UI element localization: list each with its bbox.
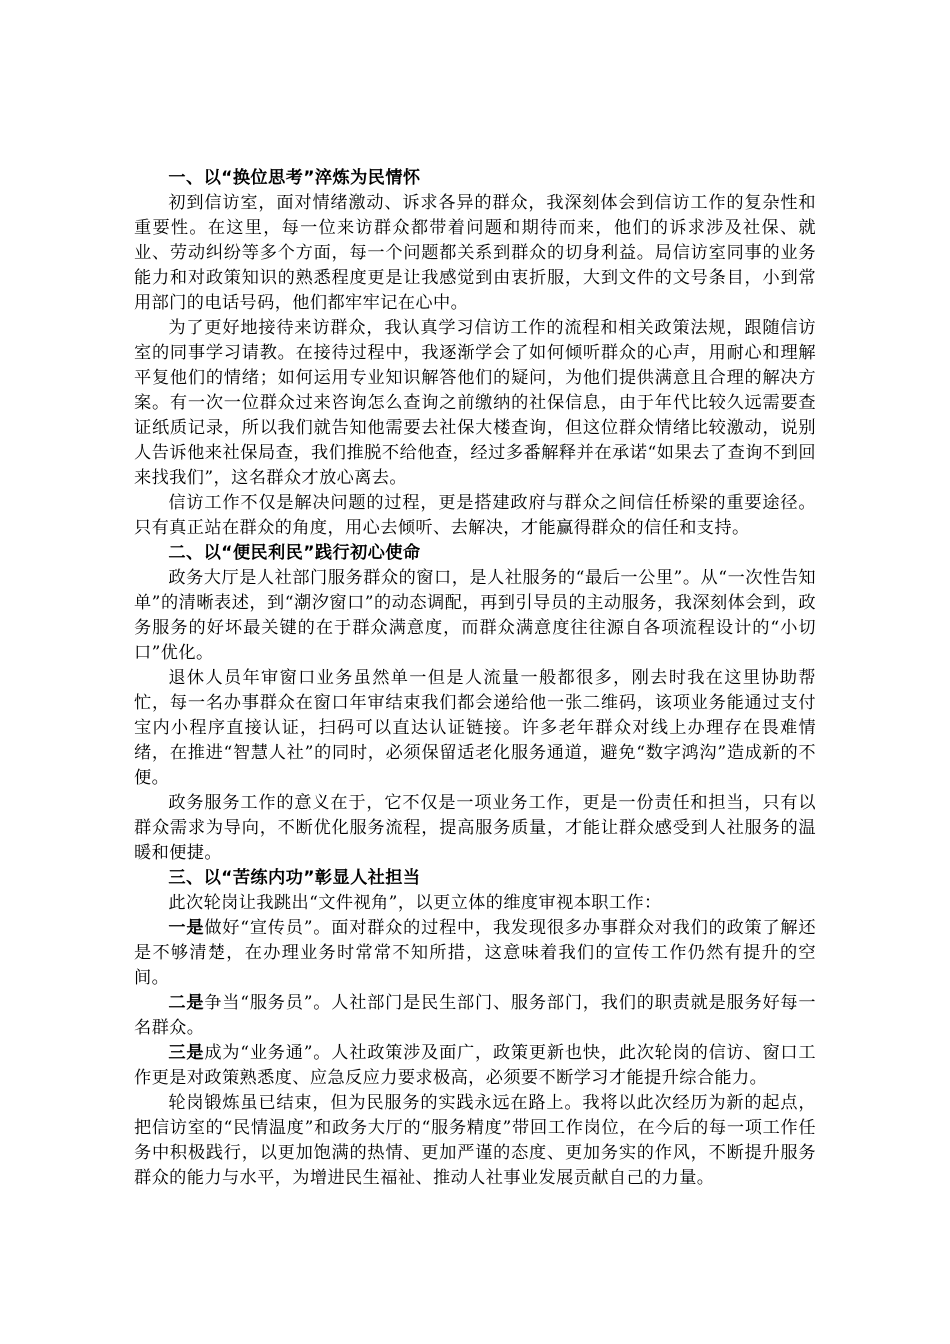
section2-paragraph: 退休人员年审窗口业务虽然单一但是人流量一般都很多，刚去时我在这里协助帮忙，每一名办事群众在窗口年审结束我们都会递给他一张二维码，该项业务能通过支付宝内小程序直接认证，扫码可以直达认证链接。许多老年群众对线上办理存在畏难情绪，在推进“智慧人社”的同时，必须保留适老化服务通道，避免“数字鸿沟”造成新的不便。 xyxy=(134,668,816,788)
section3-point xyxy=(134,991,816,1041)
section2-paragraph: 政务大厅是人社部门服务群众的窗口，是人社服务的“最后一公里”。从“一次性告知单”的清晰表述，到“潮汐窗口”的动态调配，再到引导员的主动服务，我深刻体会到，政务服务的好坏最关键的在于群众满意度，而群众满意度往往源自各项流程设计的“小切口”优化。 xyxy=(134,568,816,663)
point-lead: 一是 xyxy=(168,918,205,938)
section1-paragraph: 为了更好地接待来访群众，我认真学习信访工作的流程和相关政策法规，跟随信访室的同事学习请教。在接待过程中，我逐渐学会了如何倾听群众的心声，用耐心和理解平复他们的情绪；如何运用专业知识解答他们的疑问，为他们提供满意且合理的解决方案。有一次一位群众过来咨询怎么查询之前缴纳的社保信息，由于年代比较久远需要查证纸质记录，所以我们就告知他需要去社保大楼查询，但这位群众情绪比较激动，说别人告诉他来社保局查，我们推脱不给他查，经过多番解释并在承诺“如果去了查询不到回来找我们”，这名群众才放心离去。 xyxy=(134,318,816,488)
section3-intro: 此次轮岗让我跳出“文件视角”，以更立体的维度审视本职工作： xyxy=(168,893,662,913)
section3-point xyxy=(134,1041,816,1091)
point-lead: 二是 xyxy=(168,993,205,1013)
section2-paragraph: 政务服务工作的意义在于，它不仅是一项业务工作，更是一份责任和担当，只有以群众需求为导向，不断优化服务流程，提高服务质量，才能让群众感受到人社服务的温暖和便捷。 xyxy=(134,793,816,863)
section1-paragraph: 信访工作不仅是解决问题的过程，更是搭建政府与群众之间信任桥梁的重要途径。只有真正站在群众的角度，用心去倾听、去解决，才能赢得群众的信任和支持。 xyxy=(134,493,816,538)
point-text: 成为“业务通”。人社政策涉及面广，政策更新也快，此次轮岗的信访、窗口工作更是对政策熟悉度、应急反应力要求极高，必须要不断学习才能提升综合能力。 xyxy=(134,1043,816,1088)
point-lead: 三是 xyxy=(168,1043,205,1063)
section1-paragraph: 初到信访室，面对情绪激动、诉求各异的群众，我深刻体会到信访工作的复杂性和重要性。在这里，每一位来访群众都带着问题和期待而来，他们的诉求涉及社保、就业、劳动纠纷等多个方面，每一个问题都关系到群众的切身利益。局信访室同事的业务能力和对政策知识的熟悉程度更是让我感觉到由衷折服，大到文件的文号条目，小到常用部门的电话号码，他们都牢牢记在心中。 xyxy=(134,193,816,313)
point-text: 争当“服务员”。人社部门是民生部门、服务部门，我们的职责就是服务好每一名群众。 xyxy=(134,993,816,1038)
section1-heading: 一、以“换位思考”淬炼为民情怀 xyxy=(168,168,421,188)
section2-heading: 二、以“便民利民”践行初心使命 xyxy=(168,543,421,563)
section3-point xyxy=(134,916,816,991)
point-text: 做好“宣传员”。面对群众的过程中，我发现很多办事群众对我们的政策了解还是不够清楚，在办理业务时常常不知所措，这意味着我们的宣传工作仍然有提升的空间。 xyxy=(134,918,816,988)
section3-heading: 三、以“苦练内功”彰显人社担当 xyxy=(168,868,421,888)
section3-closing: 轮岗锻炼虽已结束，但为民服务的实践永远在路上。我将以此次经历为新的起点，把信访室的“民情温度”和政务大厅的“服务精度”带回工作岗位，在今后的每一项工作任务中积极践行，以更加饱满的热情、更加严谨的态度、更加务实的作风，不断提升服务群众的能力与水平，为增进民生福祉、推动人社事业发展贡献自己的力量。 xyxy=(134,1093,816,1188)
document-body xyxy=(134,166,816,1191)
